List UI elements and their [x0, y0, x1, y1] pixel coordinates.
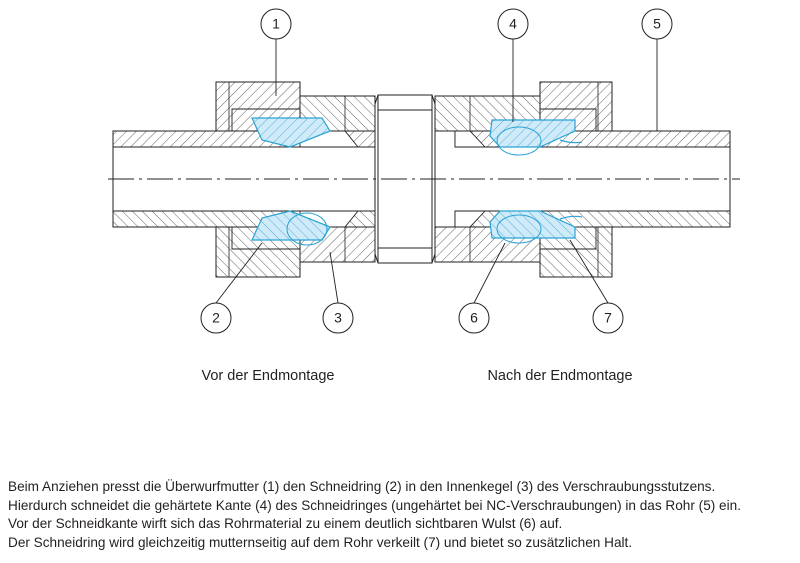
callout-5-label: 5 [653, 15, 661, 32]
callout-3-label: 3 [334, 309, 342, 326]
tube-assembly [108, 82, 740, 277]
callout-3 [323, 303, 353, 333]
callout-2 [201, 303, 231, 333]
description-line-1: Beim Anziehen presst die Überwurfmutter (1) den Schneidring (2) in den Innenkegel (3) des Verschraubungsstutzens. [8, 479, 716, 494]
callout-6 [459, 303, 489, 333]
description-block [8, 478, 792, 552]
callout-5 [642, 9, 672, 39]
caption-after-assembly: Nach der Endmontage [487, 368, 633, 384]
description-line-4: Der Schneidring wird gleichzeitig mutternseitig auf dem Rohr verkeilt (7) und bietet so zusätzlichen Halt. [8, 534, 633, 550]
callout-4-label: 4 [509, 15, 517, 32]
callout-7-label: 7 [604, 309, 612, 326]
description-line-2: Hierdurch schneidet die gehärtete Kante (4) des Schneidringes (ungehärtet bei NC-Verschraubungen) in das Rohr (5) ein. [8, 497, 741, 513]
callout-1-label: 1 [272, 15, 280, 32]
callout-4 [498, 9, 528, 39]
callout-2-label: 2 [212, 309, 220, 326]
callout-7 [593, 303, 623, 333]
callout-6-label: 6 [470, 309, 478, 326]
caption-before-assembly: Vor der Endmontage [201, 368, 335, 384]
callout-1 [261, 9, 291, 39]
description-line-3: Vor der Schneidkante wirft sich das Rohrmaterial zu einem deutlich sichtbaren Wulst (6) auf. [8, 516, 563, 531]
